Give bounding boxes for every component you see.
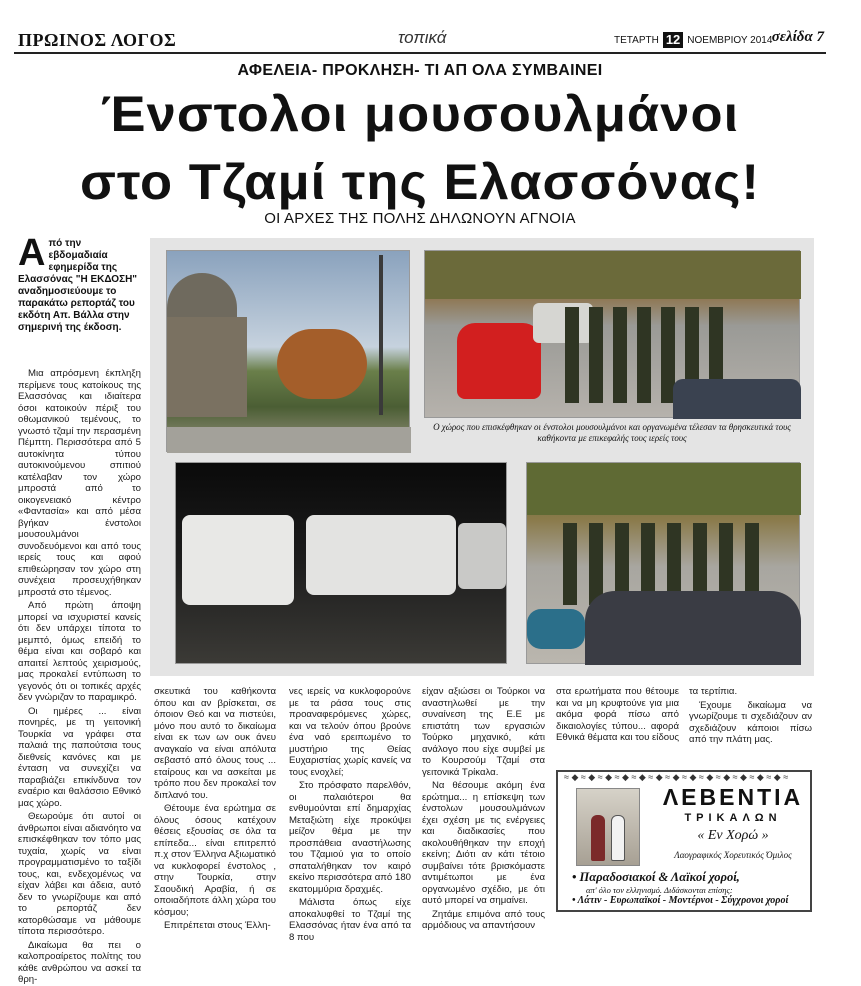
men-walking-photo [424, 250, 800, 418]
street [167, 427, 411, 453]
paragraph: είχαν αξιώσει οι Τούρκοι να αναστηλωθεί με την συναίνεση της Ε.Ε με επιστάτη των εργασιών Τούρκο μηχανικό, κάτι ανάλογο που είχε συμβεί με το Κουρσούμ Τζαμί στα γειτονικά Τρίκαλα. [422, 686, 545, 778]
paragraph: Θεωρούμε ότι αυτοί οι άνθρωποι είναι αδιανόητο να επισκέφθηκαν τον τόπο μας τυχαία, χωρίς να είναι προγραμματισμένο το ταξίδι τους, και, ενδεχομένως να είχαν λάβει και άδεια, αυτό δεν το γνωρίζουμε και από το ρεπορτάζ δεν κατορθώσαμε να μάθουμε τίποτα περισσότερο. [18, 811, 141, 937]
silver-car [585, 591, 801, 665]
paragraph: Θέτουμε ένα ερώτημα σε όλους όσους κατέχουν θέσεις εξουσίας σε όλα τα επίπεδα... είναι επιτρεπτό π.χ στον Έλληνα Αξιωματικό να κυκλοφορεί ένστολος , στην Τουρκία, στην Σαουδική Αραβία, ή σε οποιαδήποτε άλλη χώρα του κόσμου; [154, 803, 276, 918]
trees-background-2 [527, 463, 801, 515]
day-number: 12 [663, 32, 683, 48]
tree-autumn [277, 329, 367, 399]
paragraph: Από πρώτη άποψη μπορεί να ισχυριστεί κανείς ότι δεν υπάρχει τίποτα το μεμπτό, όμως επειδή το θέμα είναι και σοβαρό και απαιτεί λεπτούς χειρισμούς, μας προκαλεί εντύπωση το γεγονός ότι οι τοπικές αρχές δεν γνώριζαν το παραμικρό. [18, 600, 141, 703]
mosque-wall [167, 317, 247, 417]
dancer-figure [611, 815, 625, 861]
paragraph: Μάλιστα όπως είχε αποκαλυφθεί το Τζαμί της Ελασσόνας ήταν ένα από τα 8 που [289, 897, 411, 943]
newspaper-name: ΠΡΩΙΝΟΣ ΛΟΓΟΣ [18, 30, 177, 50]
ad-title: ΛΕΒΕΝΤΙΑ [662, 784, 804, 810]
paragraph: Οι ημέρες ... είναι πονηρές, με τη γειτονική Τουρκία να γράφει στα παλαιά της παπούτσια τους διεθνείς κανόνες και με ένταση να συνεχίζει να παραβιάζει επικίνδυνα τον εναέριο και θαλάσσιο Εθνικό μας χώρο. [18, 705, 141, 809]
body-column-5 [556, 686, 679, 770]
article-subhead: ΟΙ ΑΡΧΕΣ ΤΗΣ ΠΟΛΗΣ ΔΗΛΩΝΟΥΝ ΑΓΝΟΙΑ [264, 210, 576, 227]
ad-organization: Λαογραφικός Χορευτικός Όμιλος [674, 850, 792, 860]
paragraph: τα τερτίπια. [689, 686, 738, 697]
page-number: σελίδα 7 [771, 29, 824, 45]
body-column-3 [289, 686, 411, 943]
ad-city: ΤΡΙΚΑΛΩΝ [684, 812, 782, 824]
paragraph: Επιτρέπεται στους Έλλη- [164, 920, 271, 931]
dancers-illustration [576, 788, 640, 866]
headline-line-2: στο Τζαμί της Ελασσόνας! [79, 154, 760, 210]
dark-car [673, 379, 801, 419]
body-column-4 [422, 686, 545, 931]
paragraph: Στο πρόσφατο παρελθόν, οι παλαιότεροι θα ενθυμούνται επί δημαρχίας Μεταξιώτη είχε προκύψει μείζον θέμα με την προσπάθεια αναστήλωσης του Τζαμιού για το οποίο σπαταλήθηκαν τον καιρό εκείνο περισσότερα από 180 εκατομμύρια δραχμές. [289, 780, 411, 895]
ad-note: απ' όλο τον ελληνισμό. Διδάσκονται επίσης: [586, 885, 733, 895]
ad-offering: • Παραδοσιακοί & Λαϊκοί χοροί, [572, 870, 740, 884]
dancer-figure [591, 815, 605, 861]
dance-school-ad [556, 770, 812, 912]
page-header [14, 28, 826, 54]
ad-offering: • Λάτιν - Ευρωπαϊκοί - Μοντέρνοι - Σύγχρονοι χοροί [572, 895, 789, 906]
issue-date [614, 32, 772, 48]
section-name: τοπικά [398, 28, 447, 47]
paragraph: Να θέσουμε ακόμη ένα ερώτημα... η επίσκεψη των ένστολων μουσουλμάνων έχει σχέση με τις ενέργειες και διαδικασίες που ακολουθήθηκαν την εποχή εκείνη; Διότι αν κάτι τέτοιο συμβαίνει τότε βρισκόμαστε αντιμέτωποι με ένα οργανωμένο σχέδιο, με ότι αυτό μπορεί να σημαίνει. [422, 780, 545, 906]
motorbike [527, 609, 585, 649]
body-column-1 [18, 368, 141, 985]
paragraph: νες ιερείς να κυκλοφορούνε με τα ράσα τους στις προαναφερόμενες χώρες, και να τελούν όπου βρούνε ένα ναό ερειπωμένο το μυστήριο της Θείας Ευχαριστίας χωρίς κανείς να τους ενοχλεί; [289, 686, 411, 778]
motorhomes-photo [175, 462, 507, 664]
article-kicker: ΑΦΕΛΕΙΑ- ΠΡΟΚΛΗΣΗ- ΤΙ ΑΠ ΟΛΑ ΣΥΜΒΑΙΝΕΙ [237, 62, 603, 79]
ad-motto: « Εν Χορώ » [697, 828, 769, 843]
body-column-2 [154, 686, 276, 931]
paragraph: Έχουμε δικαίωμα να γνωρίζουμε τι σχεδιάζουν αν σχεδιάζουν κάποιοι πίσω από την πλάτη μας. [689, 699, 812, 745]
article-lead [18, 232, 140, 334]
motorhome-3 [458, 523, 506, 589]
paragraph: Δικαίωμα θα πει ο καλοπροαίρετος πολίτης του κάθε ανθρώπου να ασκεί τα θρη- [18, 939, 141, 985]
paragraph: στα ερωτήματα που θέτουμε και να μη κρυφτούνε για μια ακόμα φορά πίσω από δικαιολογίες τύπου... αφορά Εθνικά θέματα και του είδους [556, 686, 679, 743]
ad-border-ornament: ≈ ◆ ≈ ◆ ≈ ◆ ≈ ◆ ≈ ◆ ≈ ◆ ≈ ◆ ≈ ◆ ≈ ◆ ≈ ◆ ≈ ◆ ≈ ◆ ≈ ◆ ≈ [564, 771, 789, 782]
motorhome-1 [182, 515, 294, 605]
paragraph: Ζητάμε επιμόνα από τους αρμόδιους να απαντήσουν [422, 908, 545, 931]
mosque-dome [167, 273, 237, 321]
men-near-car-photo [526, 462, 800, 664]
ad-offerings [572, 870, 812, 906]
article-headline [0, 80, 861, 216]
photo-caption: Ο χώρος που επισκέφθηκαν οι ένστολοι μουσουλμάνοι και οργανωμένα τέλεσαν τα θρησκευτικά τους καθήκοντα με επικεφαλής τους ιερείς τους [433, 422, 791, 443]
month-year: ΝΟΕΜΒΡΙΟΥ 2014 [687, 34, 773, 46]
weekday: ΤΕΤΑΡΤΗ [614, 34, 659, 46]
red-car [457, 323, 541, 399]
paragraph: Μια απρόσμενη έκπληξη περίμενε τους κατοίκους της Ελασσόνας και ιδιαίτερα όσοι κατοικούν πέριξ του οθωμανικού τεμένους, το γνωστό τζαμί την περασμένη Πέμπτη. Περισσότερα από 5 αυτοκίνητα τύπου αυτοκινούμενου σπιτιού κατέλαβαν τον χώρο μπροστά από το οικογενειακό κέντρο «Φαντασία» και από μέσα βγήκαν ένστολοι μουσουλμάνοι συνοδευόμενοι και από τους ιερείς τους και αφού επιθεώρησαν τον χώρο στη συνέχεια προσευχήθηκαν μπροστά στο τέμενος. [18, 368, 141, 598]
body-column-6 [689, 686, 812, 766]
lead-text: πό την εβδομαδιαία εφημερίδα της Ελασσόνας "Η ΕΚΔΟΣΗ" αναδημοσιεύουμε το παρακάτω ρεπορτάζ του εκδότη Απ. Βάλλα στην σημερινή της έκδοση. [18, 238, 138, 333]
motorhome-2 [306, 515, 456, 595]
trees-background [425, 251, 801, 299]
pole [379, 255, 383, 415]
drop-cap: Α [18, 232, 46, 274]
paragraph: σκευτικά του καθήκοντα όπου και αν βρίσκεται, σε όποιον Θεό και να πιστεύει, μόνο που αυτό το δικαίωμα είναι εκ των ων ουκ άνευ αναγκαίο να είναι απόλυτα σεβαστό από όλους τους ... εταίρους και να ασκείται με τρόπο που δεν προκαλεί τον διπλανό του. [154, 686, 276, 801]
mosque-photo [166, 250, 410, 452]
headline-line-1: Ένστολοι μουσουλμάνοι [100, 86, 740, 142]
